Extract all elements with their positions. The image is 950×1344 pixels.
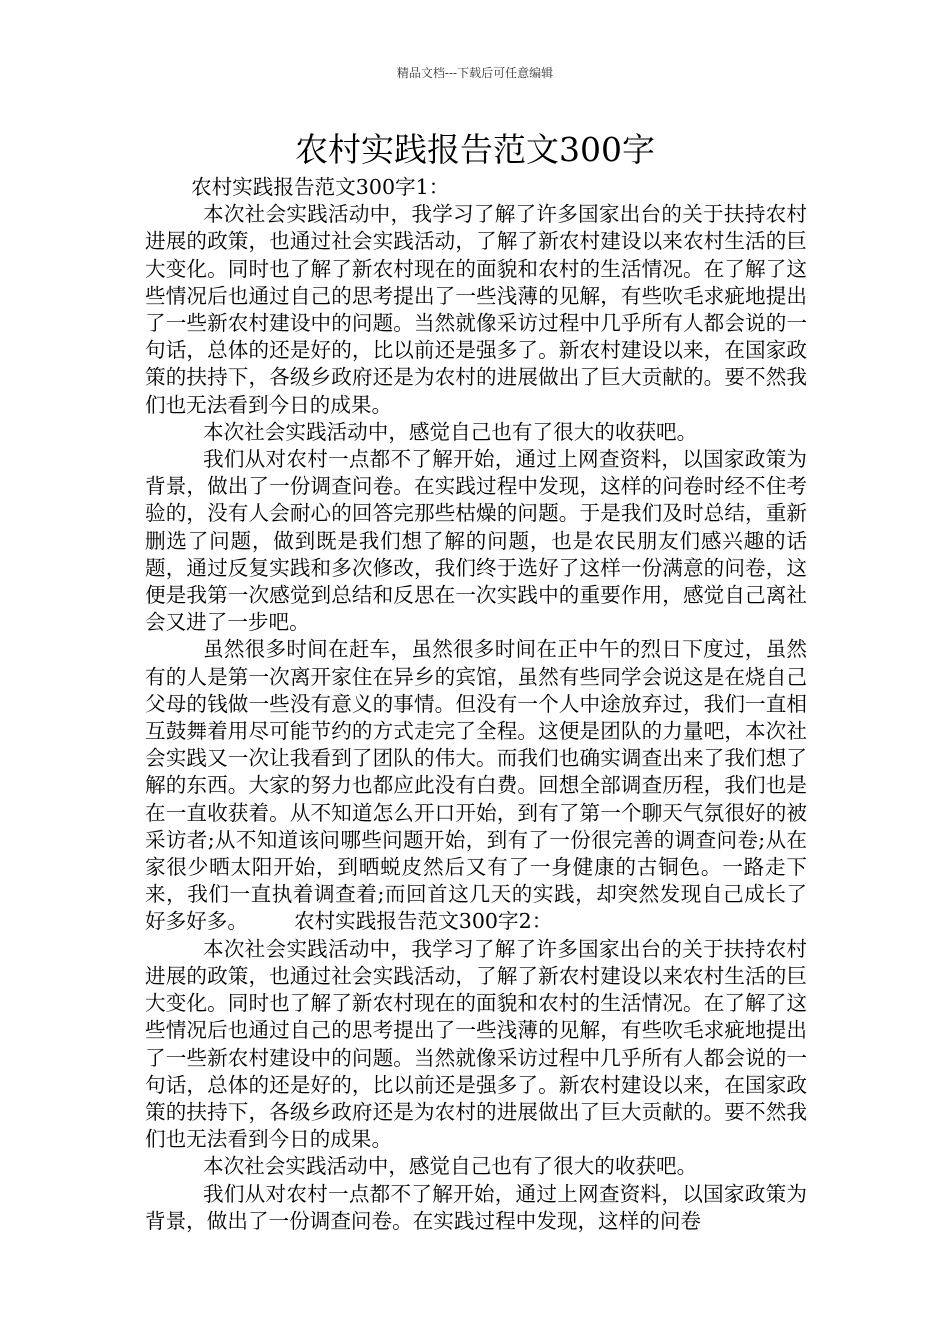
- section-1-paragraph-4-text: 虽然很多时间在赶车，虽然很多时间在正中午的烈日下度过，虽然有的人是第一次离开家住在异乡的宾馆，虽然有些同学会说这是在烧自己父母的钱做一些没有意义的事情。但没有一个人中途放弃过，我们一直相互鼓舞着用尽可能节约的方式走完了全程。这便是团队的力量吧，本次社会实践又一次让我看到了团队的伟大。而我们也确实调查出来了我们想了解的东西。大家的努力也都应此没有白费。回想全部调查历程，我们也是在一直收获着。从不知道怎么开口开始，到有了第一个聊天气氛很好的被采访者;从不知道该问哪些问题开始，到有了一份很完善的调查问卷;从在家很少晒太阳开始，到晒蜕皮然后又有了一身健康的古铜色。一路走下来，我们一直执着调查着;而回首这几天的实践，却突然发现自己成长了好多好多。: [145, 637, 807, 934]
- document-title: 农村实践报告范文300字: [295, 130, 655, 169]
- section-1-paragraph-4: [145, 636, 807, 935]
- section-2-paragraph-1: 本次社会实践活动中，我学习了解了许多国家出台的关于扶持农村进展的政策，也通过社会实践活动，了解了新农村建设以来农村生活的巨大变化。同时也了解了新农村现在的面貌和农村的生活情况。在了解了这些情况后也通过自己的思考提出了一些浅薄的见解，有些吹毛求疵地提出了一些新农村建设中的问题。当然就像采访过程中几乎所有人都会说的一句话，总体的还是好的，比以前还是强多了。新农村建设以来，在国家政策的扶持下，各级乡政府还是为农村的进展做出了巨大贡献的。要不然我们也无法看到今日的成果。: [145, 936, 807, 1152]
- section-1-paragraph-3: 我们从对农村一点都不了解开始，通过上网查资料，以国家政策为背景，做出了一份调查问卷。在实践过程中发现，这样的问卷时经不住考验的，没有人会耐心的回答完那些枯燥的问题。于是我们及时总结，重新删选了问题，做到既是我们想了解的问题，也是农民朋友们感兴趣的话题，通过反复实践和多次修改，我们终于选好了这样一份满意的问卷，这便是我第一次感觉到总结和反思在一次实践中的重要作用，感觉自己离社会又进了一步吧。: [145, 447, 807, 635]
- section-1-heading: 农村实践报告范文300字1：: [191, 175, 450, 199]
- section-1-paragraph-2: 本次社会实践活动中，感觉自己也有了很大的收获吧。: [203, 419, 698, 444]
- section-2-paragraph-3: 我们从对农村一点都不了解开始，通过上网查资料，以国家政策为背景，做出了一份调查问卷。在实践过程中发现，这样的问卷: [145, 1181, 807, 1233]
- header-note: 精品文档---下载后可任意编辑: [396, 66, 554, 80]
- document-body: [145, 174, 807, 1235]
- section-2-heading: 农村实践报告范文300字2：: [293, 909, 553, 934]
- section-2-paragraph-2: 本次社会实践活动中，感觉自己也有了很大的收获吧。: [203, 1154, 698, 1179]
- section-1-paragraph-1: 本次社会实践活动中，我学习了解了许多国家出台的关于扶持农村进展的政策，也通过社会实践活动，了解了新农村建设以来农村生活的巨大变化。同时也了解了新农村现在的面貌和农村的生活情况。在了解了这些情况后也通过自己的思考提出了一些浅薄的见解，有些吹毛求疵地提出了一些新农村建设中的问题。当然就像采访过程中几乎所有人都会说的一句话，总体的还是好的，比以前还是强多了。新农村建设以来，在国家政策的扶持下，各级乡政府还是为农村的进展做出了巨大贡献的。要不然我们也无法看到今日的成果。: [145, 202, 807, 417]
